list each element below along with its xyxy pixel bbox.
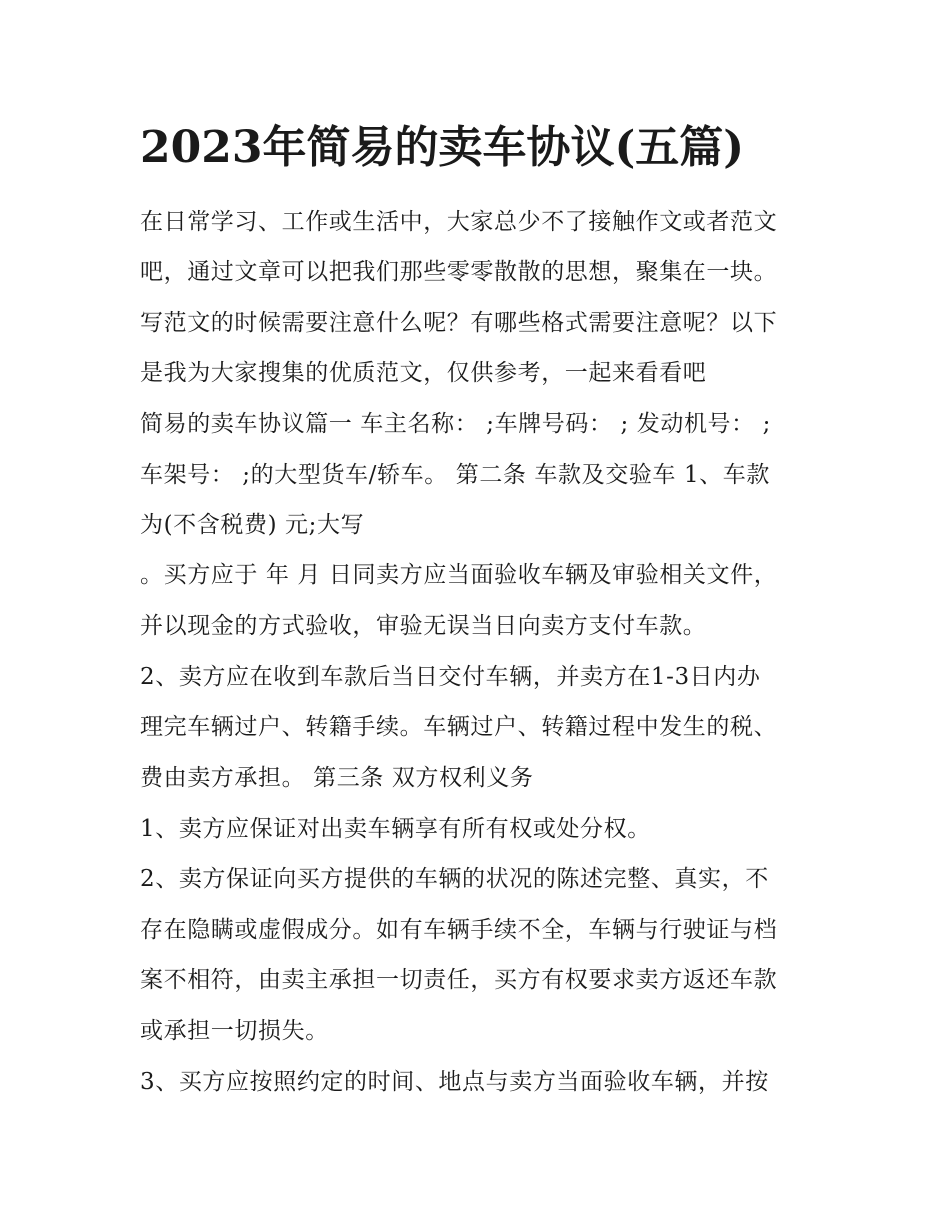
document-title: 2023年简易的卖车协议(五篇) bbox=[140, 122, 745, 173]
body-line-16: 案不相符，由卖主承担一切责任，买方有权要求卖方返还车款 bbox=[140, 967, 778, 993]
body-line-1: 在日常学习、工作或生活中，大家总少不了接触作文或者范文 bbox=[140, 209, 778, 235]
body-line-17: 或承担一切损失。 bbox=[140, 1018, 329, 1044]
body-line-6: 车架号： ;的大型货车/轿车。 第二条 车款及交验车 1、车款 bbox=[140, 462, 770, 488]
body-line-2: 吧，通过文章可以把我们那些零零散散的思想，聚集在一块。 bbox=[140, 259, 778, 285]
body-line-11: 理完车辆过户、转籍手续。车辆过户、转籍过程中发生的税、 bbox=[140, 714, 778, 740]
body-line-9: 并以现金的方式验收，审验无误当日向卖方支付车款。 bbox=[140, 613, 707, 639]
body-line-14: 2、卖方保证向买方提供的车辆的状况的陈述完整、真实，不 bbox=[140, 866, 769, 892]
body-line-7: 为(不含税费) 元;大写 bbox=[140, 512, 365, 538]
body-line-12: 费由卖方承担。 第三条 双方权利义务 bbox=[140, 765, 534, 791]
body-line-3: 写范文的时候需要注意什么呢？有哪些格式需要注意呢？以下 bbox=[140, 310, 778, 336]
body-line-4: 是我为大家搜集的优质范文，仅供参考，一起来看看吧 bbox=[140, 360, 707, 386]
body-line-5: 简易的卖车协议篇一 车主名称： ;车牌号码： ; 发动机号： ; bbox=[140, 411, 772, 437]
body-line-10: 2、卖方应在收到车款后当日交付车辆，并卖方在1-3日内办 bbox=[140, 664, 761, 690]
body-line-8: 。买方应于 年 月 日同卖方应当面验收车辆及审验相关文件， bbox=[140, 562, 778, 588]
body-line-13: 1、卖方应保证对出卖车辆享有所有权或处分权。 bbox=[140, 816, 651, 842]
body-line-15: 存在隐瞒或虚假成分。如有车辆手续不全，车辆与行驶证与档 bbox=[140, 917, 778, 943]
body-line-18: 3、买方应按照约定的时间、地点与卖方当面验收车辆，并按 bbox=[140, 1069, 769, 1095]
